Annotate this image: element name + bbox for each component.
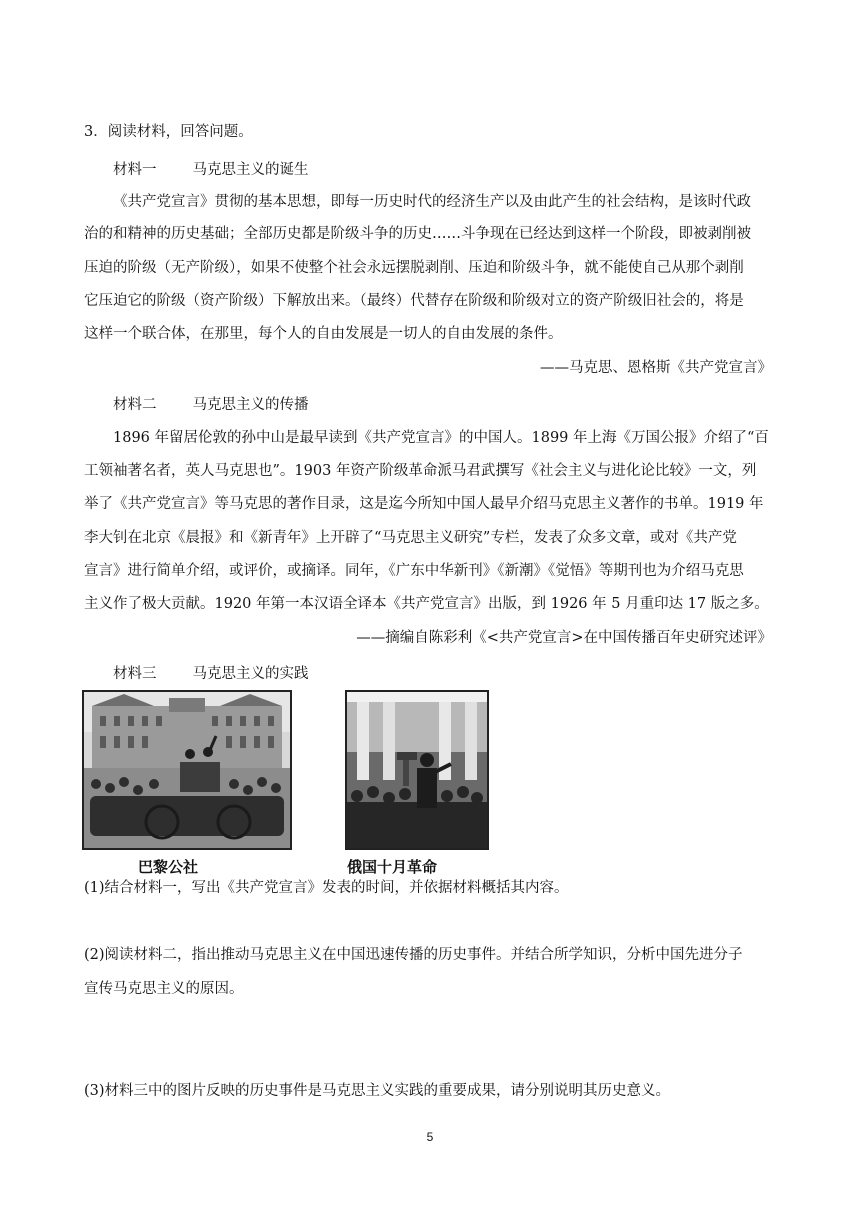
material1-label: 材料一 (113, 162, 157, 178)
october-revolution-caption: 俄国十月革命 (347, 858, 438, 876)
october-revolution-figure (345, 690, 489, 876)
material1-title: 马克思主义的诞生 (192, 162, 309, 178)
material2-line: 李大钊在北京《晨报》和《新青年》上开辟了“马克思主义研究”专栏，发表了众多文章，或对《共产党 (84, 530, 737, 546)
material2-line: 工领袖著名者，英人马克思也”。1903 年资产阶级革命派马君武撰写《社会主义与进化论比较》一文，列 (84, 463, 757, 479)
paris-commune-image (82, 690, 292, 850)
material2-title: 马克思主义的传播 (192, 397, 309, 413)
page-number: 5 (426, 1130, 434, 1144)
paris-commune-caption: 巴黎公社 (138, 858, 199, 876)
material2-line: 宣言》进行简单介绍，或评价，或摘译。同年，《广东中华新刊》《新潮》《觉悟》等期刊也为介绍马克思 (84, 563, 744, 579)
material1-source: ——马克思、恩格斯《共产党宣言》 (540, 360, 772, 376)
october-revolution-illustration (347, 692, 487, 848)
sub-question-2: (2)阅读材料二，指出推动马克思主义在中国迅速传播的历史事件。并结合所学知识，分析中国先进分子 (84, 947, 743, 963)
material1-line: 《共产党宣言》贯彻的基本思想，即每一历史时代的经济生产以及由此产生的社会结构，是该时代政 (113, 194, 751, 210)
material2-source: ——摘编自陈彩利《<共产党宣言>在中国传播百年史研究述评》 (356, 630, 772, 646)
paris-commune-illustration (84, 692, 290, 848)
material1-line: 压迫的阶级（无产阶级），如果不使整个社会永远摆脱剥削、压迫和阶级斗争，就不能使自己从那个剥削 (84, 260, 744, 276)
material2-line: 主义作了极大贡献。1920 年第一本汉语全译本《共产党宣言》出版，到 1926 年 5 月重印达 17 版之多。 (84, 596, 769, 612)
material2-label: 材料二 (113, 397, 157, 413)
material1-line: 治的和精神的历史基础；全部历史都是阶级斗争的历史……斗争现在已经达到这样一个阶段，即被剥削被 (84, 226, 751, 242)
material2-title-line (113, 395, 309, 415)
material1-title-line (113, 160, 309, 180)
material2-line: 举了《共产党宣言》等马克思的著作目录，这是迄今所知中国人最早介绍马克思主义著作的书单。1919 年 (84, 496, 764, 512)
material3-label: 材料三 (113, 666, 157, 682)
material3-title: 马克思主义的实践 (192, 666, 309, 682)
paris-commune-figure (82, 690, 292, 876)
sub-question-2-continued: 宣传马克思主义的原因。 (84, 981, 244, 997)
sub-question-3: (3)材料三中的图片反映的历史事件是马克思主义实践的重要成果，请分别说明其历史意义。 (84, 1083, 671, 1099)
material3-title-line (113, 664, 309, 684)
question-heading: 3．阅读材料，回答问题。 (84, 124, 253, 140)
material1-line: 它压迫它的阶级（资产阶级）下解放出来。（最终）代替存在阶级和阶级对立的资产阶级旧社会的，将是 (84, 293, 744, 309)
material2-line: 1896 年留居伦敦的孙中山是最早读到《共产党宣言》的中国人。1899 年上海《万国公报》介绍了“百 (113, 430, 769, 446)
material1-line: 这样一个联合体，在那里，每个人的自由发展是一切人的自由发展的条件。 (84, 326, 563, 342)
sub-question-1: (1)结合材料一，写出《共产党宣言》发表的时间，并依据材料概括其内容。 (84, 880, 569, 896)
october-revolution-image (345, 690, 489, 850)
